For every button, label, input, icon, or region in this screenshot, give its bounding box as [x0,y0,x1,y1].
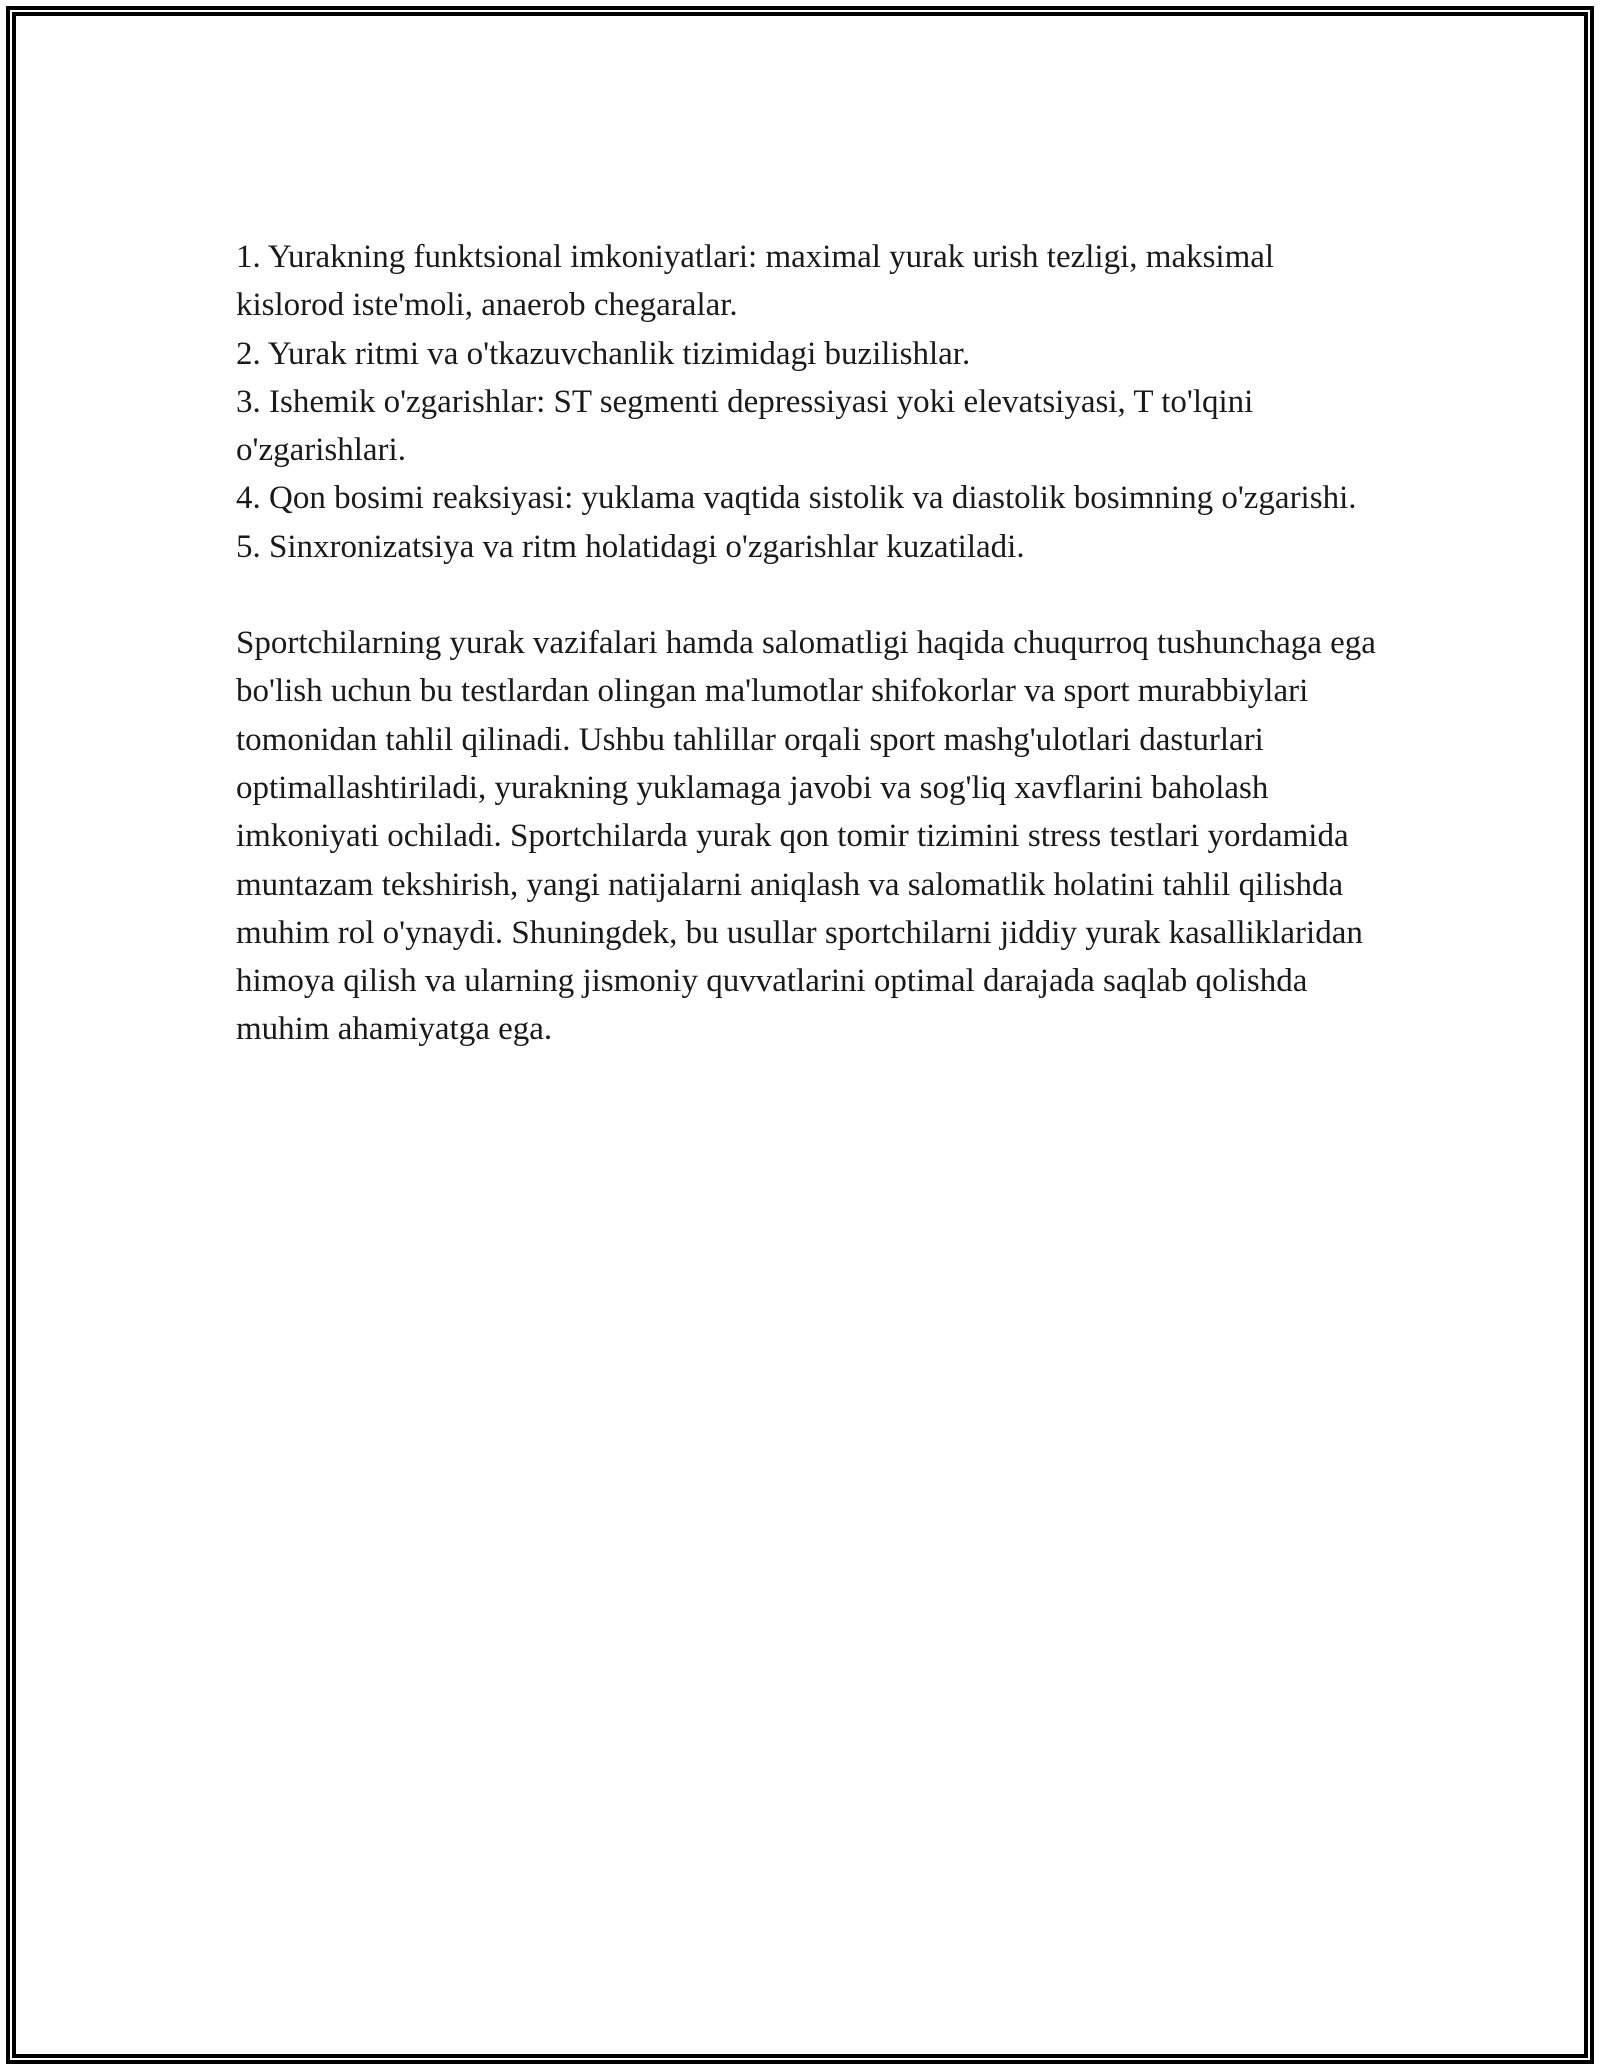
body-paragraph: Sportchilarning yurak vazifalari hamda salomatligi haqida chuqurroq tushunchaga ega bo'lish uchun bu testlardan olingan ma'lumotlar shifokorlar va sport murabbiylari tomonidan tahlil qilinadi. Ushbu tahlillar orqali sport mashg'ulotlari dasturlari optimallashtiriladi, yurakning yuklamaga javobi va sog'liq xavflarini baholash imkoniyati ochiladi. Sportchilarda yurak qon tomir tizimini stress testlari yordamida muntazam tekshirish, yangi natijalarni aniqlash va salomatlik holatini tahlil qilishda muhim rol o'ynaydi. Shuningdek, bu usullar sportchilarni jiddiy yurak kasalliklaridan himoya qilish va ularning jismoniy quvvatlarini optimal darajada saqlab qolishda muhim ahamiyatga ega. [236,625,1376,1048]
list-item-2: 2. Yurak ritmi va o'tkazuvchanlik tizimidagi buzilishlar. [236,335,971,372]
numbered-list [236,233,1376,571]
list-item-1: 1. Yurakning funktsional imkoniyatlari: maximal yurak urish tezligi, maksimal kislorod iste'moli, anaerob chegaralar. [236,239,1275,324]
list-item-5: 5. Sinxronizatsiya va ritm holatidagi o'zgarishlar kuzatiladi. [236,528,1025,565]
list-item-3: 3. Ishemik o'zgarishlar: ST segmenti depressiyasi yoki elevatsiyasi, T to'lqini o'zgarishlari. [236,383,1254,469]
document-body [236,233,1376,1054]
list-item-4: 4. Qon bosimi reaksiyasi: yuklama vaqtida sistolik va diastolik bosimning o'zgarishi. [236,480,1357,517]
